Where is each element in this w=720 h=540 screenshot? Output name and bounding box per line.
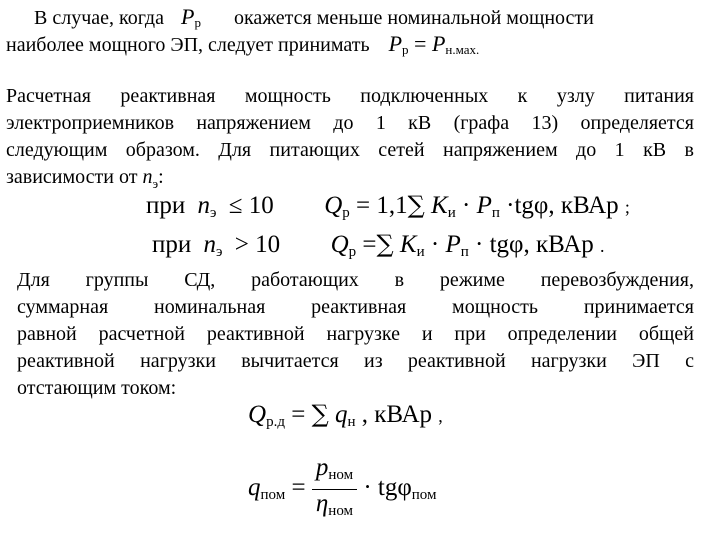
para2-line-1: Для группы СД, работающих в режиме перевозбуждения,	[17, 269, 694, 291]
intro-text-3: наиболее мощного ЭП, следует принимать	[6, 34, 370, 56]
para1-line-3: следующим образом. Для питающих сетей напряжением до 1 кВ в	[6, 139, 694, 161]
formula-4: $q_{пом}$ = $\frac{p_{ном}}{\eta_{ном}}$ · tgφ$_{пом}$	[248, 454, 437, 525]
formula-1: при $n_э \le 10$ $Q_р = 1,1\sum$ $K_и \cdot P_п \cdot tg\varphi$, кВАр ;	[146, 191, 630, 221]
formula-2: при $n_э > 10$ $Q_р$ =∑ $K_и \cdot P_п \cdot tg\varphi$, кВАр .	[152, 230, 605, 260]
para2-line-2: суммарная номинальная реактивная мощность принимается	[17, 296, 694, 318]
fraction-denominator: $\eta_{ном}$	[315, 490, 354, 519]
para2-line-5: отстающим током:	[17, 377, 177, 399]
para1-line-2: электроприемников напряжением до 1 кВ (графа 13) определяется	[6, 112, 694, 134]
para2-line-3: равной расчетной реактивной нагрузке и при определении общей	[17, 323, 694, 345]
para1-line-1: Расчетная реактивная мощность подключенных к узлу питания	[6, 85, 694, 107]
fraction	[312, 454, 357, 525]
para1-line-4: зависимости от $n_э$:	[6, 166, 164, 191]
intro-text-2: окажется меньше номинальной мощности	[233, 7, 594, 29]
intro-text-1: В случае, когда	[34, 7, 164, 29]
intro-pr-symbol: $P_р$	[180, 4, 201, 30]
formula-3: $Q_{р.д}$ = ∑ $q_н$ , кВАр ,	[248, 400, 443, 430]
fraction-numerator: $p_{ном}$	[312, 454, 357, 490]
intro-line-2	[6, 30, 694, 63]
intro-equation: $P_р = P_{н.мах.}$	[388, 31, 480, 57]
para2-line-4: реактивной нагрузки вычитается из реактивной нагрузки ЭП с	[17, 350, 694, 372]
